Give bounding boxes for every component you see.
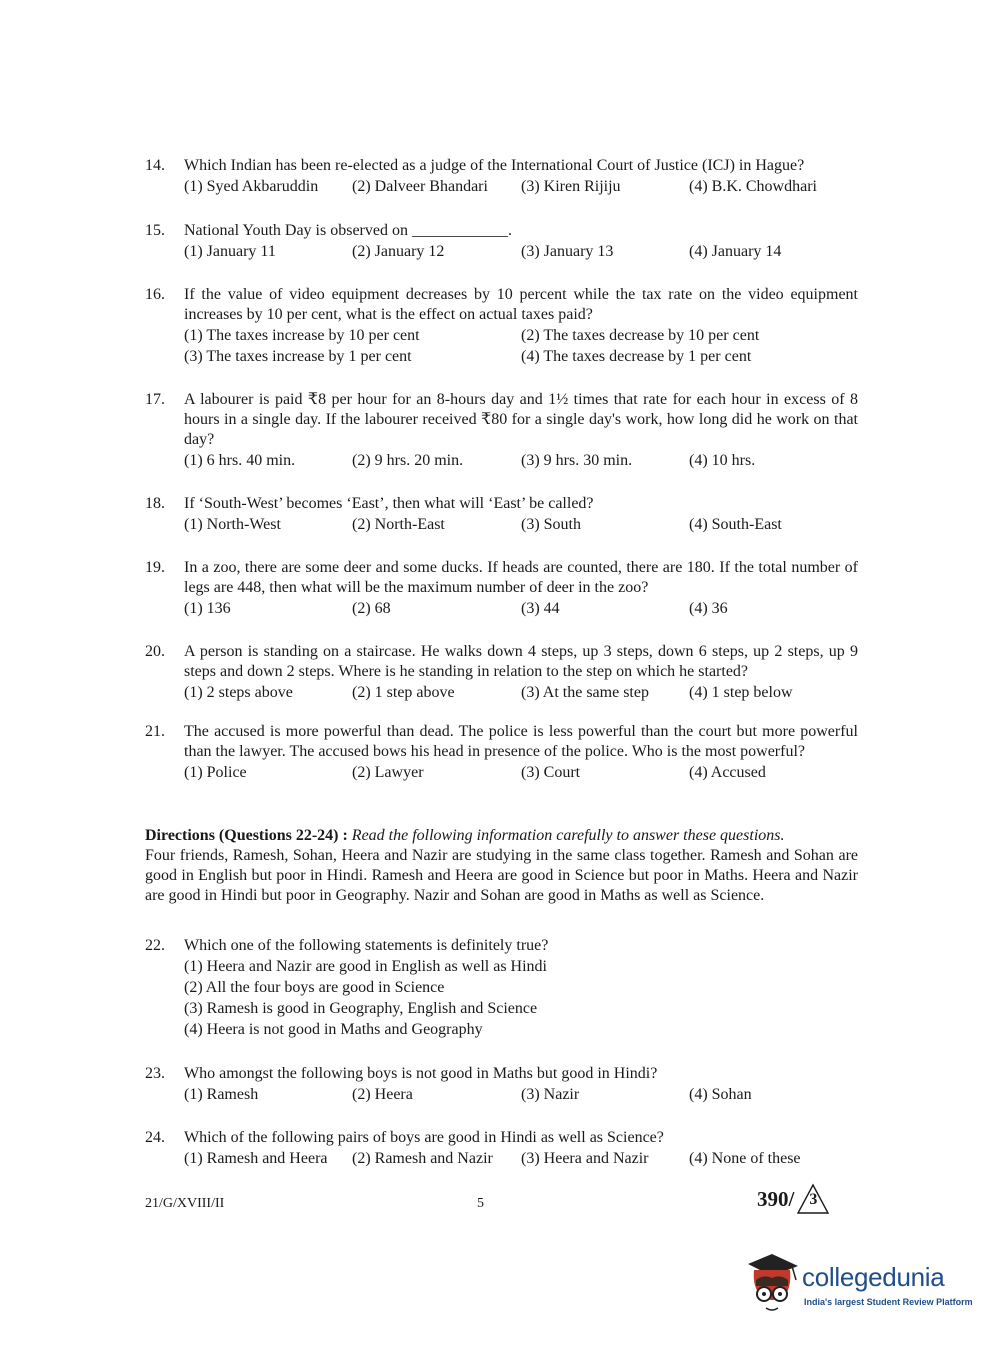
question-stem: In a zoo, there are some deer and some ducks. If heads are counted, there are 180. If the total number of legs are 448, then what will be the maximum number of deer in the zoo? xyxy=(184,559,858,596)
option-2: (2) 68 xyxy=(352,600,391,617)
option-2: (2) Dalveer Bhandari xyxy=(352,178,488,195)
question-stem: A person is standing on a staircase. He walks down 4 steps, up 3 steps, down 6 steps, up 2 steps, up 9 steps and down 2 steps. Where is he standing in relation to the step on which he started? xyxy=(184,643,858,680)
question-19 xyxy=(145,558,858,619)
option-4: (4) Accused xyxy=(689,764,766,781)
question-stem: Which one of the following statements is definitely true? xyxy=(184,937,549,954)
option-1: (1) 136 xyxy=(184,600,231,617)
option-1: (1) Syed Akbaruddin xyxy=(184,178,319,195)
question-stem: If the value of video equipment decreases by 10 percent while the tax rate on the video equipment increases by 10 per cent, what is the effect on actual taxes paid? xyxy=(184,286,858,323)
question-number: 21. xyxy=(145,723,165,740)
option-1: (1) Heera and Nazir are good in English as well as Hindi xyxy=(184,958,547,975)
set-variant-triangle xyxy=(796,1182,830,1216)
option-1: (1) North-West xyxy=(184,516,281,533)
question-number: 17. xyxy=(145,391,165,408)
option-2: (2) Ramesh and Nazir xyxy=(352,1150,493,1167)
option-3: (3) Heera and Nazir xyxy=(521,1150,649,1167)
directions-passage: Four friends, Ramesh, Sohan, Heera and Nazir are studying in the same class together. Ramesh and Sohan are good in English but poor in Hindi. Ramesh and Heera are good in Science but poor in Maths. Heera and Nazir are good in Hindi but poor in Geography. Nazir and Sohan are good in Maths as well as Science. xyxy=(145,847,858,904)
option-4: (4) The taxes decrease by 1 per cent xyxy=(521,348,752,365)
question-22 xyxy=(145,936,858,1040)
directions-block xyxy=(145,826,858,906)
option-4: (4) B.K. Chowdhari xyxy=(689,178,817,195)
set-number xyxy=(757,1182,830,1216)
option-1: (1) January 11 xyxy=(184,243,276,260)
option-1: (1) Ramesh xyxy=(184,1086,259,1103)
option-2: (2) 9 hrs. 20 min. xyxy=(352,452,464,469)
option-1: (1) Ramesh and Heera xyxy=(184,1150,328,1167)
collegedunia-logo xyxy=(742,1250,972,1320)
question-23 xyxy=(145,1064,858,1105)
option-3: (3) The taxes increase by 1 per cent xyxy=(184,348,412,365)
question-14 xyxy=(145,156,858,197)
question-number: 23. xyxy=(145,1065,165,1082)
option-2: (2) Lawyer xyxy=(352,764,424,781)
option-1: (1) Police xyxy=(184,764,247,781)
option-3: (3) 44 xyxy=(521,600,560,617)
option-2: (2) The taxes decrease by 10 per cent xyxy=(521,327,760,344)
question-stem: A labourer is paid ₹8 per hour for an 8-hours day and 1½ times that rate for each hour in excess of 8 hours in a single day. If the labourer received ₹80 for a single day's work, how long did he work on that day? xyxy=(184,391,858,448)
option-1: (1) The taxes increase by 10 per cent xyxy=(184,327,420,344)
question-number: 14. xyxy=(145,157,165,174)
question-24 xyxy=(145,1128,858,1169)
option-4: (4) January 14 xyxy=(689,243,782,260)
option-4: (4) 10 hrs. xyxy=(689,452,756,469)
question-stem: Who amongst the following boys is not good in Maths but good in Hindi? xyxy=(184,1065,658,1082)
question-stem: Which of the following pairs of boys are good in Hindi as well as Science? xyxy=(184,1129,664,1146)
paper-code: 21/G/XVIII/II xyxy=(145,1196,225,1211)
question-number: 16. xyxy=(145,286,165,303)
option-2: (2) January 12 xyxy=(352,243,445,260)
question-number: 20. xyxy=(145,643,165,660)
option-2: (2) Heera xyxy=(352,1086,413,1103)
question-15 xyxy=(145,221,858,262)
question-stem: Which Indian has been re-elected as a judge of the International Court of Justice (ICJ) in Hague? xyxy=(184,157,805,174)
question-21 xyxy=(145,722,858,783)
option-2: (2) 1 step above xyxy=(352,684,455,701)
question-number: 18. xyxy=(145,495,165,512)
option-4: (4) Sohan xyxy=(689,1086,752,1103)
question-18 xyxy=(145,494,858,535)
page-number: 5 xyxy=(477,1196,484,1211)
question-number: 19. xyxy=(145,559,165,576)
option-4: (4) 1 step below xyxy=(689,684,793,701)
brand-tagline: India's largest Student Review Platform xyxy=(804,1297,973,1307)
question-stem: The accused is more powerful than dead. The police is less powerful than the court but more powerful than the lawyer. The accused bows his head in presence of the police. Who is the most powerful? xyxy=(184,723,858,760)
option-3: (3) 9 hrs. 30 min. xyxy=(521,452,633,469)
option-3: (3) Court xyxy=(521,764,581,781)
option-3: (3) South xyxy=(521,516,581,533)
brand-name: collegedunia xyxy=(802,1262,945,1292)
question-17 xyxy=(145,390,858,471)
set-number-text: 390/ xyxy=(757,1186,795,1211)
option-3: (3) Kiren Rijiju xyxy=(521,178,621,195)
question-number: 24. xyxy=(145,1129,165,1146)
question-stem: If ‘South-West’ becomes ‘East’, then what will ‘East’ be called? xyxy=(184,495,594,512)
question-stem: National Youth Day is observed on ____________. xyxy=(184,222,512,239)
option-2: (2) All the four boys are good in Science xyxy=(184,979,445,996)
question-16 xyxy=(145,285,858,367)
question-number: 22. xyxy=(145,937,165,954)
option-1: (1) 2 steps above xyxy=(184,684,293,701)
question-20 xyxy=(145,642,858,703)
mascot-icon xyxy=(742,1250,804,1320)
question-number: 15. xyxy=(145,222,165,239)
option-3: (3) January 13 xyxy=(521,243,614,260)
directions-heading: Directions (Questions 22-24) : xyxy=(145,827,348,844)
option-2: (2) North-East xyxy=(352,516,445,533)
option-1: (1) 6 hrs. 40 min. xyxy=(184,452,296,469)
option-4: (4) South-East xyxy=(689,516,782,533)
option-3: (3) At the same step xyxy=(521,684,649,701)
option-4: (4) 36 xyxy=(689,600,728,617)
option-3: (3) Nazir xyxy=(521,1086,580,1103)
option-4: (4) Heera is not good in Maths and Geography xyxy=(184,1021,483,1038)
option-4: (4) None of these xyxy=(689,1150,801,1167)
set-variant-text: 3 xyxy=(809,1191,818,1208)
directions-instruction: Read the following information carefully to answer these questions. xyxy=(351,827,785,844)
option-3: (3) Ramesh is good in Geography, English and Science xyxy=(184,1000,538,1017)
